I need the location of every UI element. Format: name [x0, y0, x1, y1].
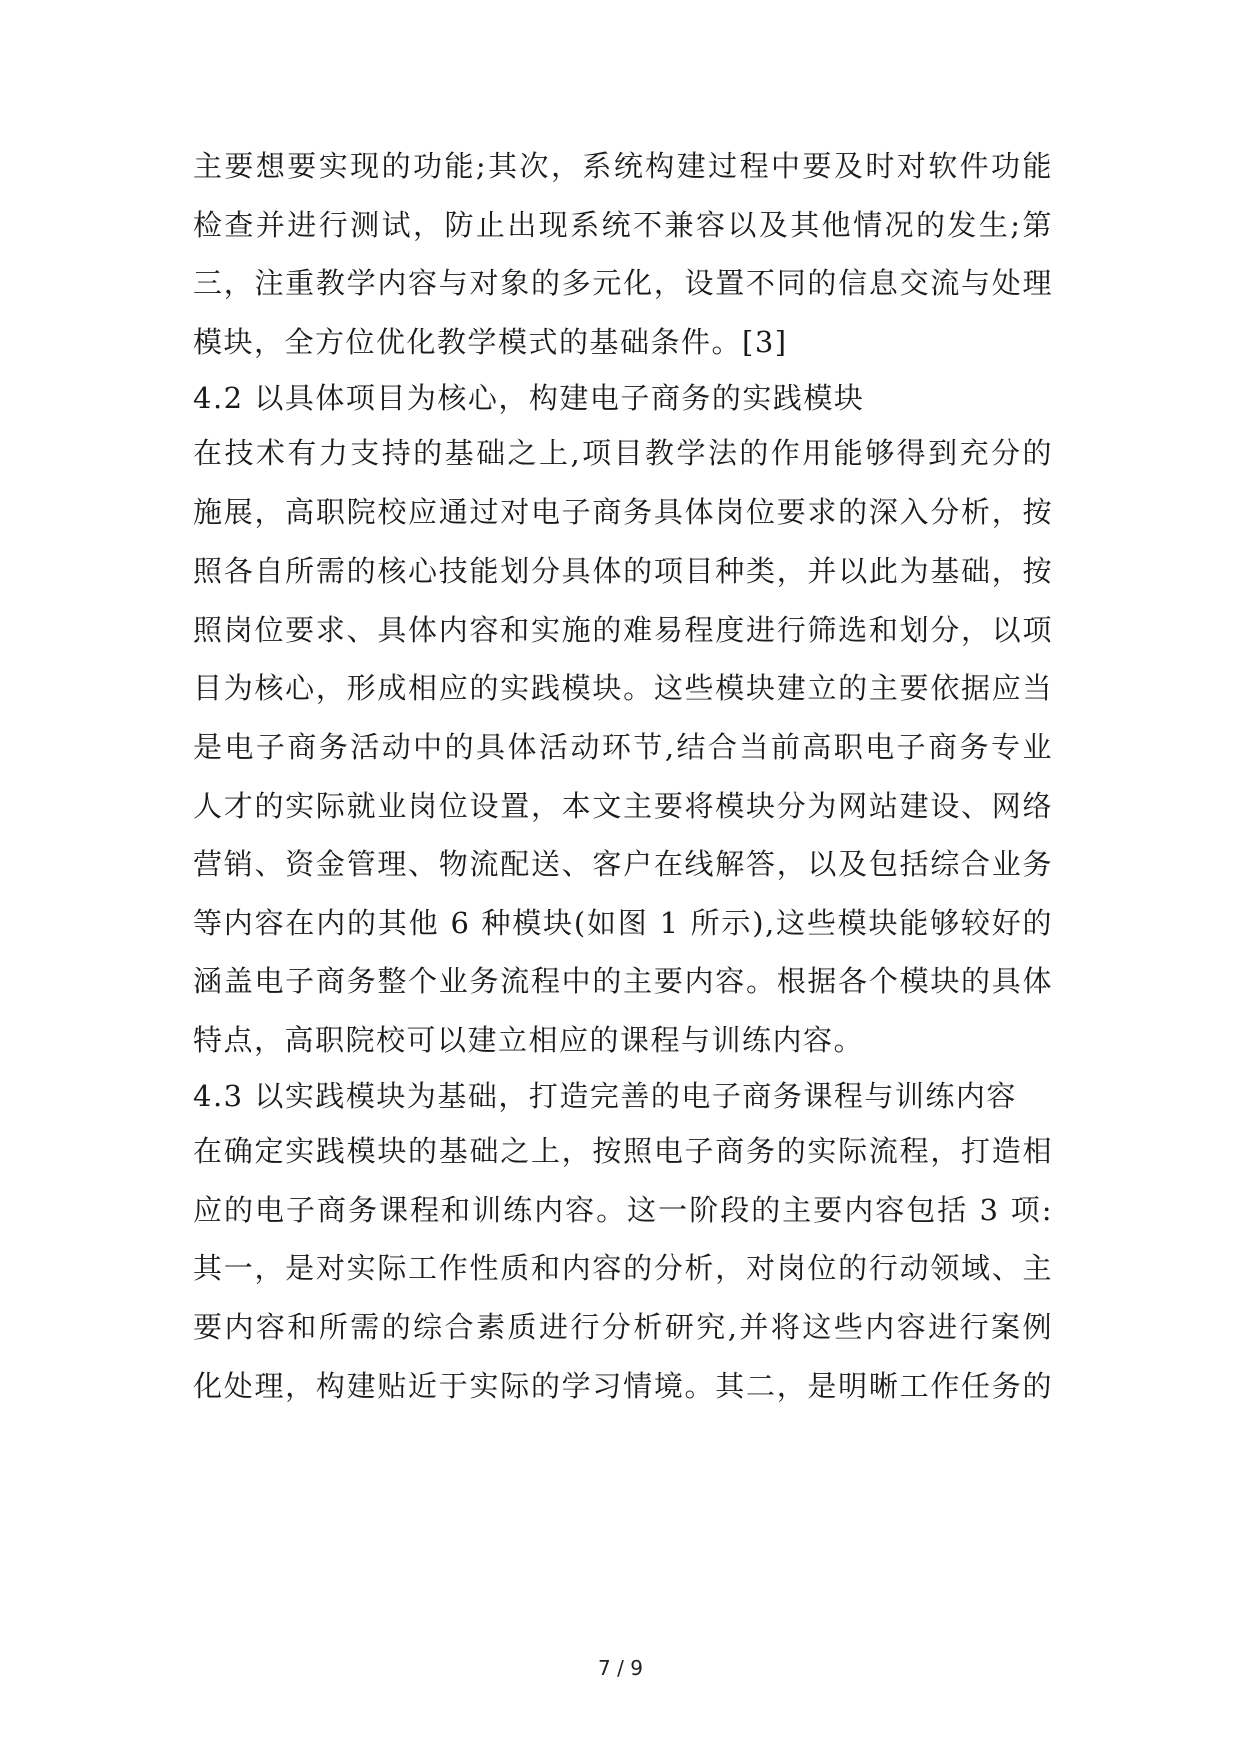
body-line: 照岗位要求、具体内容和实施的难易程度进行筛选和划分，以项	[193, 613, 1053, 647]
body-line: 营销、资金管理、物流配送、客户在线解答，以及包括综合业务	[193, 847, 1053, 881]
body-line: 要内容和所需的综合素质进行分析研究,并将这些内容进行案例	[193, 1310, 1053, 1344]
body-line: 化处理，构建贴近于实际的学习情境。其二，是明晰工作任务的	[193, 1369, 1053, 1403]
body-line: 三，注重教学内容与对象的多元化，设置不同的信息交流与处理	[193, 266, 1053, 300]
body-line: 施展，高职院校应通过对电子商务具体岗位要求的深入分析，按	[193, 495, 1053, 529]
page-number: 7 / 9	[598, 1656, 643, 1680]
body-line: 检查并进行测试，防止出现系统不兼容以及其他情况的发生;第	[193, 208, 1053, 242]
body-line: 特点，高职院校可以建立相应的课程与训练内容。	[193, 1023, 865, 1057]
body-line: 目为核心，形成相应的实践模块。这些模块建立的主要依据应当	[193, 671, 1053, 705]
body-line: 在技术有力支持的基础之上,项目教学法的作用能够得到充分的	[193, 436, 1053, 470]
body-line: 照各自所需的核心技能划分具体的项目种类，并以此为基础，按	[193, 554, 1053, 588]
body-line: 在确定实践模块的基础之上，按照电子商务的实际流程，打造相	[193, 1134, 1053, 1168]
body-line: 应的电子商务课程和训练内容。这一阶段的主要内容包括 3 项:	[193, 1193, 1053, 1227]
body-line: 人才的实际就业岗位设置，本文主要将模块分为网站建设、网络	[193, 789, 1053, 823]
body-line: 等内容在内的其他 6 种模块(如图 1 所示),这些模块能够较好的	[193, 906, 1053, 940]
body-line: 其一，是对实际工作性质和内容的分析，对岗位的行动领域、主	[193, 1251, 1053, 1285]
section-heading-4-3: 4.3 以实践模块为基础，打造完善的电子商务课程与训练内容	[193, 1079, 1017, 1113]
body-line: 主要想要实现的功能;其次，系统构建过程中要及时对软件功能	[193, 149, 1053, 183]
body-line: 涵盖电子商务整个业务流程中的主要内容。根据各个模块的具体	[193, 964, 1053, 998]
body-line: 是电子商务活动中的具体活动环节,结合当前高职电子商务专业	[193, 730, 1053, 764]
section-heading-4-2: 4.2 以具体项目为核心，构建电子商务的实践模块	[193, 381, 865, 415]
body-line: 模块，全方位优化教学模式的基础条件。[3]	[193, 325, 788, 359]
